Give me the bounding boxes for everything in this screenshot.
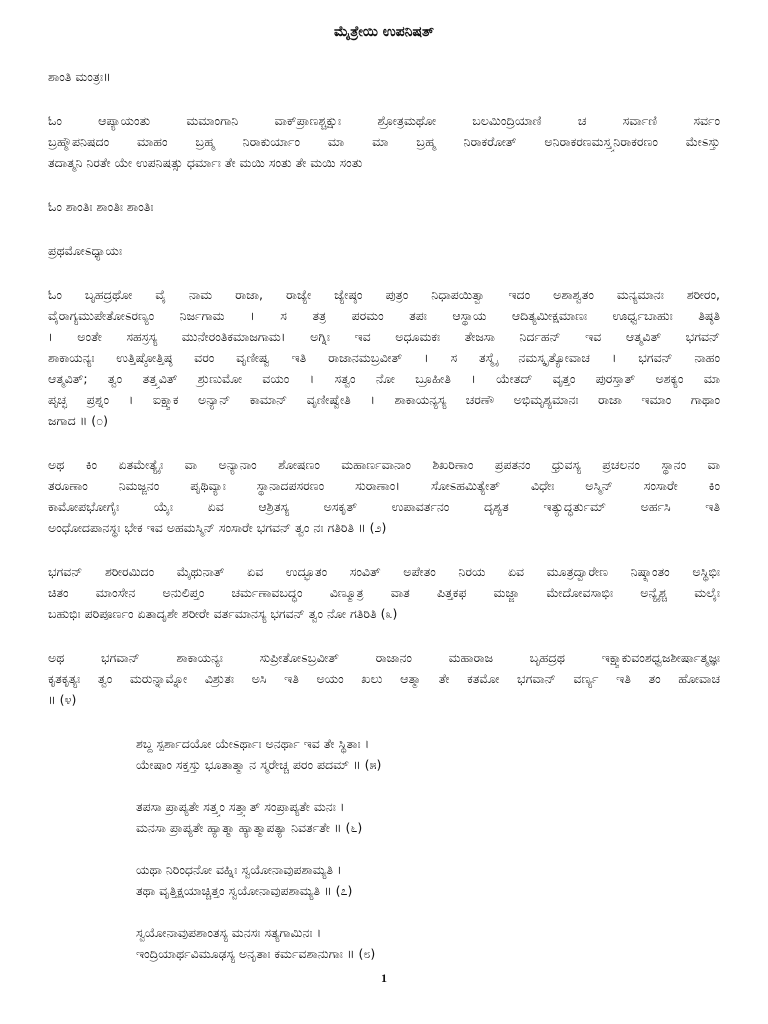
text-line: ಬಹುಭಿಃ ಪರಿಪೂರ್ಣಂ ಏತಾದೃಶೇ ಶರೀರೇ ವರ್ತಮಾನಸ್ಯ ಭಗವನ್ ತ್ವಂ ನೋ ಗತಿರಿತಿ (೩) [48,606,398,621]
verse-line: ಯಥಾ ನಿರಿಂಧನೋ ವಹ್ನಿಃ ಸ್ವಯೋನಾವುಪಶಾಮ್ಯತಿ । [136,862,342,877]
prose-paragraph-3 [48,561,720,624]
verse-stanza-6 [136,796,720,838]
text-line: ಬ್ರಹ್ಮೌಪನಿಷದಂ ಮಾಹಂ ಬ್ರಹ್ಮ ನಿರಾಕುರ್ಯಾಂ ಮಾ ಮಾ ಬ್ರಹ್ಮ ನಿರಾಕರೋತ್ ಅನಿರಾಕರಣಮಸ್ತ್ವನಿರಾಕರಣಂ ಮೇಽಸ್ತು [48,134,720,149]
text-line: ಶಾಕಾಯನ್ಯಃ ಉತ್ತಿಷ್ಠೋತ್ತಿಷ್ಠ ವರಂ ವೃಣೀಷ್ವ ಇತಿ ರಾಜಾನಮಬ್ರವೀತ್ । ಸ ತಸ್ಮೈ ನಮಸ್ಕೃತ್ಯೋವಾಚ । ಭಗವನ್ ನಾಹಂ [48,350,720,365]
chapter-heading: ಪ್ರಥಮೋಽಧ್ಯಾಯಃ [48,243,123,258]
verse-stanza-7 [136,859,720,901]
page-number: 1 [381,971,387,985]
verse-stanza-8 [136,922,720,964]
verse-line: ತಪಸಾ ಪ್ರಾಪ್ಯತೇ ಸತ್ತ್ವಂ ಸತ್ತ್ವಾತ್ ಸಂಪ್ರಾಪ್ಯತೇ ಮನಃ । [136,799,345,814]
prose-paragraph-0 [48,284,720,431]
text-line: ಭಗವನ್ ಶರೀರಮಿದಂ ಮೈಥುನಾತ್ ಏವ ಉದ್ಭೂತಂ ಸಂವಿತ್ ಅಪೇತಂ ನಿರಯ ಏವ ಮೂತ್ರದ್ವಾರೇಣ ನಿಷ್ಕ್ರಾಂತಂ ಅಸ್ಥಿಭಿಃ [48,564,720,579]
text-line: ಜಗಾದ ॥ (೦) [48,413,108,428]
verse-stanza-5 [136,733,720,775]
text-line: ತರೂಣಾಂ ನಿಮಜ್ಜನಂ ಪೃಥಿವ್ಯಾಃ ಸ್ಥಾನಾದಪಸರಣಂ ಸುರಾಣಾಂ। ಸೋಽಹಮಿತ್ಯೇತ್ ವಿಧೇಃ ಅಸ್ಮಿನ್ ಸಂಸಾರೇ ಕಿಂ [48,478,720,493]
text-line: ಓಂ ಬೃಹದ್ರಥೋ ವೈ ನಾಮ ರಾಜಾ, ರಾಜ್ಯೇ ಜ್ಯೇಷ್ಠಂ ಪುತ್ರಂ ನಿಧಾಪಯಿತ್ವಾ ಇದಂ ಅಶಾಶ್ವತಂ ಮನ್ಯಮಾನಃ ಶರೀರಂ, [48,287,720,302]
shanti-mantra-heading: ಶಾಂತಿ ಮಂತ್ರಃ॥ [48,69,111,84]
text-line: ಅಥ ಕಿಂ ಏತಮೇತ್ಯೈಃ ವಾ ಅನ್ಯಾನಾಂ ಶೋಷಣಂ ಮಹಾರ್ಣವಾನಾಂ ಶಿಖರಿಣಾಂ ಪ್ರಪತನಂ ಧ್ರುವಸ್ಯ ಪ್ರಚಲನಂ ಸ್ಥಾನಂ ವಾ [48,457,720,472]
verse-line: ತಥಾ ವೃತ್ತಿಕ್ಷಯಾಚ್ಚಿತ್ತಂ ಸ್ವಯೋನಾವುಪಶಾಮ್ಯತಿ ॥ (೭) [136,883,353,898]
text-line: । ಅಂತೇ ಸಹಸ್ರಸ್ಯ ಮುನೇರಂತಿಕಮಾಜಗಾಮ। ಅಗ್ನಿಃ ಇವ ಅಧೂಮಕಃ ತೇಜಸಾ ನಿರ್ದಹನ್ ಇವ ಆತ್ಮವಿತ್ ಭಗವನ್ [48,329,720,344]
shanti-mantra-heading-block [48,66,720,87]
verse-line: ಇಂದ್ರಿಯಾರ್ಥವಿಮೂಢಸ್ಯ ಅನೃತಾಃ ಕರ್ಮವಶಾನುಗಾಃ ॥ (೮) [136,946,376,961]
verse-line: ಮನಸಾ ಪ್ರಾಪ್ಯತೇ ಹ್ಯಾತ್ಮಾ ಹ್ಯಾತ್ಮಾಪತ್ಯಾ ನಿವರ್ತತೇ ॥ (೬) [136,820,363,835]
verse-line: ಸ್ವಯೋನಾವುಪಶಾಂತಸ್ಯ ಮನಸಃ ಸತ್ಯಗಾಮಿನಃ । [136,925,322,940]
text-line: ವೈರಾಗ್ಯಮುಪೇತೋಽರಣ್ಯಂ ನಿರ್ಜಗಾಮ । ಸ ತತ್ರ ಪರಮಂ ತಪಃ ಆಸ್ಥಾಯ ಆದಿತ್ಯಮೀಕ್ಷಮಾಣಃ ಊರ್ಧ್ವಬಾಹುಃ ತಿಷ್ಠತಿ [48,308,720,323]
om-shanti-block [48,196,720,217]
prose-paragraph-4 [48,647,720,710]
text-line: ಅಂಧೋದಪಾನಸ್ಥಃ ಭೇಕ ಇವ ಅಹಮಸ್ಮಿನ್ ಸಂಸಾರೇ ಭಗವನ್ ತ್ವಂ ನಃ ಗತಿರಿತಿ ॥ (೨) [48,520,387,535]
om-shanti-line: ಓಂ ಶಾಂತಿಃ ಶಾಂತಿಃ ಶಾಂತಿಃ [48,199,154,214]
text-line: ಆತ್ಮವಿತ್; ತ್ವಂ ತತ್ತ್ವವಿತ್ ಶ್ರುಣುಮೋ ವಯಂ । ಸತ್ವಂ ನೋ ಬ್ರೂಹೀತಿ । ಯೇತದ್ ವೃತ್ತಂ ಪುರಸ್ತಾತ್ ಅಶಕ್ಯಂ ಮಾ [48,371,720,386]
text-line: ಪೃಚ್ಛ ಪ್ರಶ್ನಂ । ಐಕ್ಷ್ವಾಕ ಅನ್ಯಾನ್ ಕಾಮಾನ್ ವೃಣೀಷ್ವೇತಿ । ಶಾಕಾಯನ್ಯಸ್ಯ ಚರಣೌ ಅಭಿಮೃಶ್ಯಮಾನಃ ರಾಜಾ ಇಮಾಂ ಗಾಥಾಂ [48,392,720,407]
verse-block [48,733,720,964]
text-line: ॥ (೪) [48,692,77,707]
chapter-heading-block [48,240,720,261]
verse-line: ಯೇಷಾಂ ಸಕ್ತಸ್ತು ಭೂತಾತ್ಮಾ ನ ಸ್ಮರೇಚ್ಚ ಪರಂ ಪದಮ್ ॥ (೫) [136,757,382,772]
verse-line: ಶಬ್ದ ಸ್ಪರ್ಶಾದಯೋ ಯೇಽರ್ಥಾಃ ಅನರ್ಥಾ ಇವ ತೇ ಸ್ಥಿತಾಃ । [136,736,370,751]
text-line: ಚಿತಂ ಮಾಂಸೇನ ಅನುಲಿಪ್ತಂ ಚರ್ಮಣಾವಬದ್ಧಂ ವಿಣ್ಮೂತ್ರ ವಾತ ಪಿತ್ತಕಫ ಮಜ್ಜಾ ಮೇದೋವಸಾಭಿಃ ಅನ್ಯೈಶ್ಚ ಮಲೈಃ [48,585,720,600]
text-line: ಓಂ ಆಪ್ಯಾಯಂತು ಮಮಾಂಗಾನಿ ವಾಕ್‌ಪ್ರಾಣಶ್ಚಕ್ಷುಃ ಶ್ರೋತ್ರಮಥೋ ಬಲಮಿಂದ್ರಿಯಾಣಿ ಚ ಸರ್ವಾಣಿ ಸರ್ವಂ [48,113,720,128]
prose-paragraph-2 [48,454,720,538]
text-line: ಕೃತಕೃತ್ಯಃ ತ್ವಂ ಮರುನ್ನಾಮ್ನೋ ವಿಶ್ರುತಃ ಅಸಿ ಇತಿ ಅಯಂ ಖಲು ಆತ್ಮಾ ತೇ ಕತಮೋ ಭಗವಾನ್ ವರ್ಣ್ಯ ಇತಿ ತಂ ಹೋವಾಚ [48,671,720,686]
text-line: ತದಾತ್ಮನಿ ನಿರತೇ ಯೇ ಉಪನಿಷತ್ಸು ಧರ್ಮಾಃ ತೇ ಮಯಿ ಸಂತು ತೇ ಮಯಿ ಸಂತು [48,155,363,170]
text-line: ಅಥ ಭಗವಾನ್ ಶಾಕಾಯನ್ಯಃ ಸುಪ್ರೀತೋಽಬ್ರವೀತ್ ರಾಜಾನಂ ಮಹಾರಾಜ ಬೃಹದ್ರಥ ಇಕ್ಷ್ವಾಕುವಂಶಧ್ವಜಶೀರ್ಷಾತ್ಮಜ್ಞಃ [48,650,720,665]
document-title: ಮೈತ್ರೇಯಿ ಉಪನಿಷತ್ [334,24,434,40]
text-line: ಕಾಮೋಪಭೋಗೈಃ ಯೈಃ ಏವ ಆಶ್ರಿತಸ್ಯ ಅಸಕೃತ್ ಉಪಾವರ್ತನಂ ದೃಶ್ಯತ ಇತ್ಯುದ್ಧರ್ತುಮ್ ಅರ್ಹಸಿ ಇತಿ [48,499,720,514]
shanti-mantra-paragraph [48,110,720,173]
